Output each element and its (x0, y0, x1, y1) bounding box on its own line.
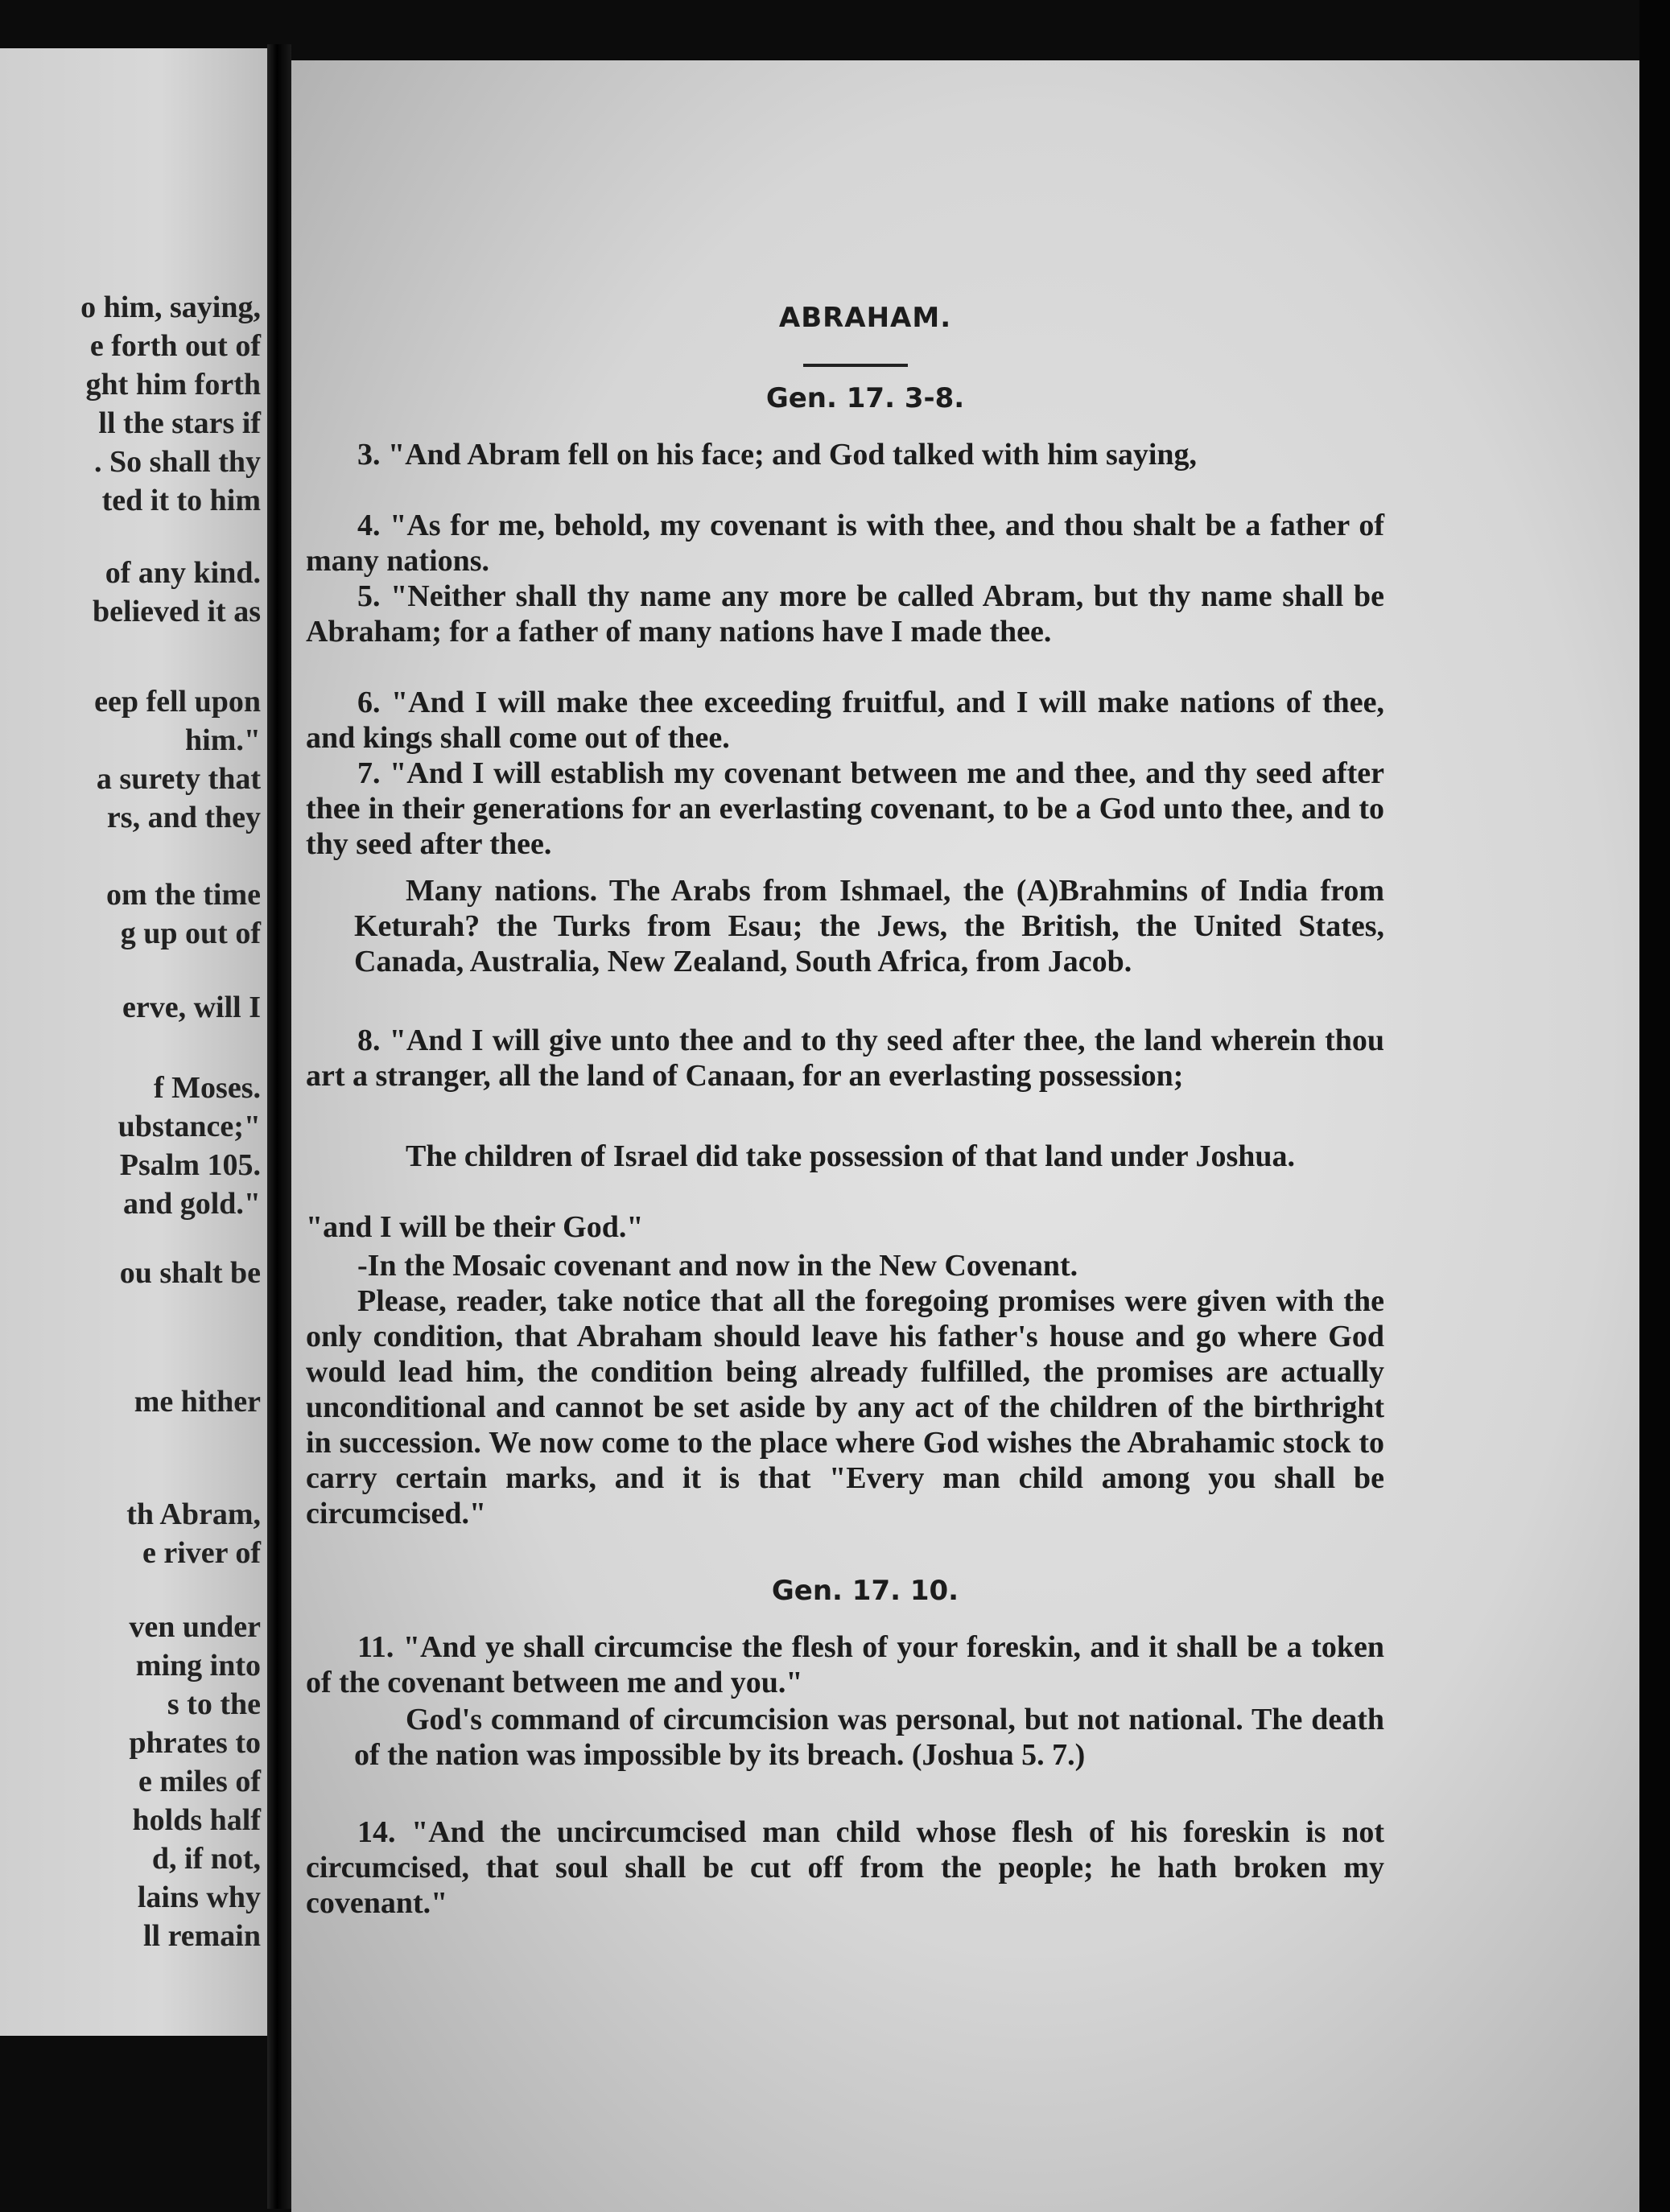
title-rule (803, 364, 908, 367)
left-line: f Moses. (154, 1071, 261, 1105)
left-line: of any kind. (105, 556, 261, 590)
scan-edge (1639, 0, 1670, 2212)
left-line: ll remain (142, 1919, 261, 1953)
book-gutter (267, 44, 291, 2209)
left-line: th Abram, (126, 1497, 261, 1531)
left-line: me hither (134, 1385, 261, 1419)
left-line: believed it as (93, 595, 261, 628)
verse-4: 4. "As for me, behold, my covenant is with thee, and thou shalt be a father of many nations. (306, 509, 1384, 578)
left-page-fragment (0, 48, 267, 2036)
left-line: holds half (132, 1803, 261, 1837)
verse-6: 6. "And I will make thee exceeding fruitful, and I will make nations of thee, and kings shall come out of thee. (306, 686, 1384, 755)
right-page (291, 60, 1639, 2212)
commentary-note: God's command of circumcision was personal, but not national. The death of the nation was impossible by its breach. (Joshua 5. 7.) (354, 1703, 1384, 1772)
left-line: erve, will I (122, 991, 261, 1024)
left-line: a surety that (96, 762, 261, 796)
left-line: ou shalt be (119, 1256, 261, 1290)
left-line: . So shall thy (94, 445, 261, 479)
left-line: him." (185, 723, 261, 757)
left-line: om the time (105, 878, 261, 912)
left-line: and gold." (122, 1187, 261, 1221)
left-line: eep fell upon (94, 685, 261, 719)
left-line: ght him forth (85, 368, 261, 402)
left-line: ven under (129, 1610, 261, 1644)
commentary-note: Many nations. The Arabs from Ishmael, the (A)Brahmins of India from Keturah? the Turks from Esau; the Jews, the British, the United States, Canada, Australia, New Zealand, South Africa, from Jacob. (354, 874, 1384, 978)
commentary-note: The children of Israel did take possession of that land under Joshua. (406, 1139, 1296, 1173)
left-line: e forth out of (89, 329, 261, 363)
commentary-note: -In the Mosaic covenant and now in the New Covenant. (357, 1249, 1078, 1283)
left-line: rs, and they (106, 801, 261, 834)
left-line: ming into (135, 1649, 261, 1683)
verse-7: 7. "And I will establish my covenant between me and thee, and thy seed after thee in their generations for an everlasting covenant, to be a God unto thee, and to thy seed after thee. (306, 756, 1384, 861)
left-line: o him, saying, (80, 290, 261, 324)
verse-11: 11. "And ye shall circumcise the flesh of your foreskin, and it shall be a token of the covenant between me and you." (306, 1630, 1384, 1699)
left-line: ubstance;" (118, 1110, 261, 1143)
left-line: ll the stars if (98, 406, 261, 440)
left-line: phrates to (129, 1726, 261, 1760)
left-line: e river of (142, 1536, 261, 1570)
verse-3: 3. "And Abram fell on his face; and God talked with him saying, (357, 438, 1198, 472)
verse-5: 5. "Neither shall thy name any more be called Abram, but thy name shall be Abraham; for a father of many nations have I made thee. (306, 579, 1384, 649)
page-title: ABRAHAM. (778, 302, 952, 334)
left-line: d, if not, (151, 1842, 261, 1876)
commentary-paragraph: Please, reader, take notice that all the foregoing promises were given with the only condition, that Abraham should leave his father's house and go where God would lead him, the condition being already fulfilled, the promises are actually unconditional and cannot be set aside by any act of the children of the birthright in succession. We now come to the place where God wishes the Abrahamic stock to carry certain marks, and it is that "Every man child among you shall be circumcised." (306, 1284, 1384, 1530)
left-line: s to the (167, 1687, 261, 1721)
left-line: lains why (137, 1880, 261, 1914)
section-heading: Gen. 17. 3-8. (765, 382, 965, 414)
left-line: Psalm 105. (119, 1148, 261, 1182)
section-heading: Gen. 17. 10. (771, 1575, 959, 1607)
verse-8-continued: "and I will be their God." (306, 1210, 644, 1244)
left-line: e miles of (138, 1765, 261, 1798)
verse-14: 14. "And the uncircumcised man child whose flesh of his foreskin is not circumcised, that soul shall be cut off from the people; he hath broken my covenant." (306, 1815, 1384, 1920)
left-line: g up out of (120, 917, 261, 950)
verse-8: 8. "And I will give unto thee and to thy seed after thee, the land wherein thou art a stranger, all the land of Canaan, for an everlasting possession; (306, 1024, 1384, 1093)
left-line: ted it to him (101, 484, 261, 517)
